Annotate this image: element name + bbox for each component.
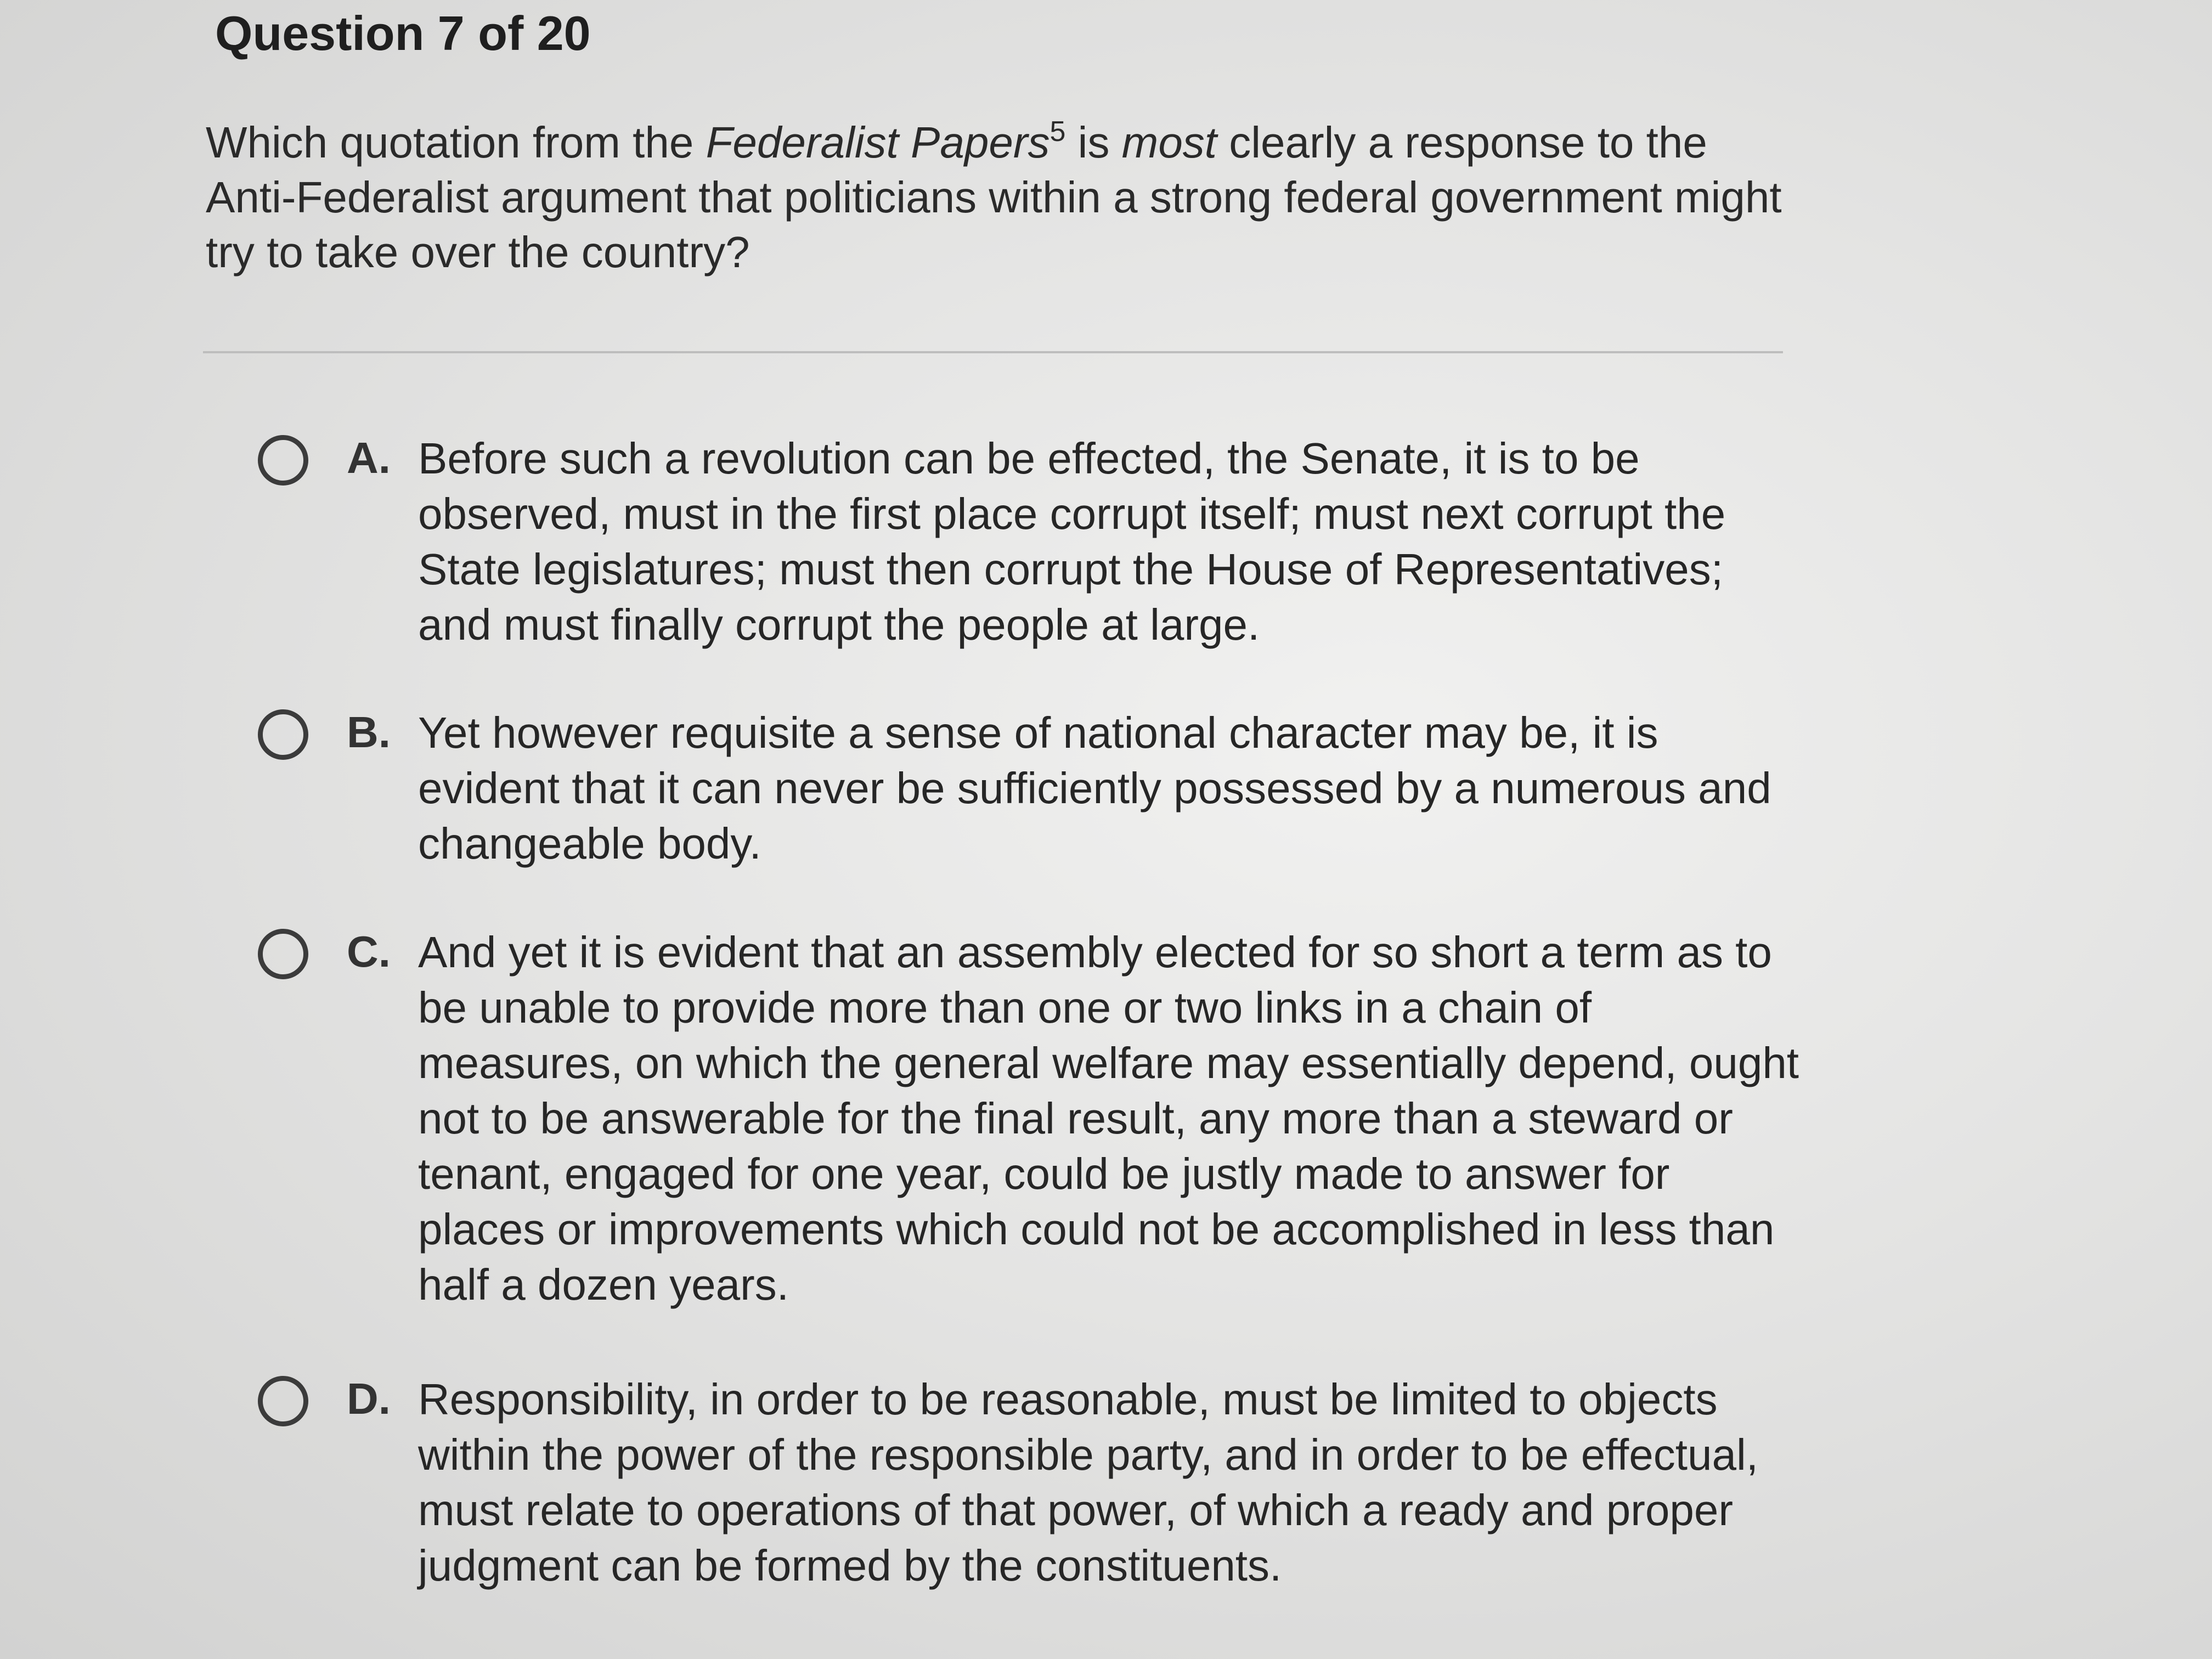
radio-button-b[interactable]	[258, 709, 308, 760]
option-text-d[interactable]: Responsibility, in order to be reasonable, must be limited to objects within the power of the responsible party, and in order to be effectual, must relate to operations of that power, of which a ready and proper judgment can be formed by the constituents.	[418, 1375, 1758, 1590]
answer-option-b[interactable]	[258, 705, 1805, 871]
option-letter-a: A.	[347, 433, 391, 482]
question-counter: Question 7 of 20	[215, 6, 591, 60]
question-prompt	[206, 115, 1797, 280]
option-text-b[interactable]: Yet however requisite a sense of national character may be, it is evident that it can never be sufficiently possessed by a numerous and changeable body.	[418, 708, 1771, 868]
prompt-emphasis: most	[1121, 118, 1217, 167]
prompt-footnote: 5	[1049, 116, 1066, 148]
radio-button-a[interactable]	[258, 435, 308, 486]
answer-option-c[interactable]	[258, 924, 1805, 1312]
option-text-a[interactable]: Before such a revolution can be effected, the Senate, it is to be observed, must in the first place corrupt itself; must next corrupt the State legislatures; must then corrupt the House of Representatives; and must finally corrupt the people at large.	[418, 434, 1726, 649]
prompt-text-end: clearly a response to the Anti-Federalist argument that politicians within a strong federal government might try to take over the country?	[206, 118, 1782, 276]
radio-button-d[interactable]	[258, 1376, 308, 1426]
prompt-source-title: Federalist Papers	[706, 118, 1050, 167]
prompt-text-start: Which quotation from the	[206, 118, 706, 167]
prompt-text-middle: is	[1065, 118, 1122, 167]
divider	[203, 351, 1783, 353]
option-letter-d: D.	[347, 1374, 391, 1423]
radio-button-c[interactable]	[258, 929, 308, 979]
answer-option-d[interactable]	[258, 1372, 1805, 1593]
option-letter-c: C.	[347, 927, 391, 976]
option-letter-b: B.	[347, 708, 391, 757]
answer-option-a[interactable]	[258, 431, 1805, 652]
option-text-c[interactable]: And yet it is evident that an assembly elected for so short a term as to be unable to provide more than one or two links in a chain of measures, on which the general welfare may essentially depend, ought not to be answerable for the final result, any more than a steward or tenant, engaged for one year, could be justly made to answer for places or improvements which could not be accomplished in less than half a dozen years.	[418, 928, 1799, 1309]
